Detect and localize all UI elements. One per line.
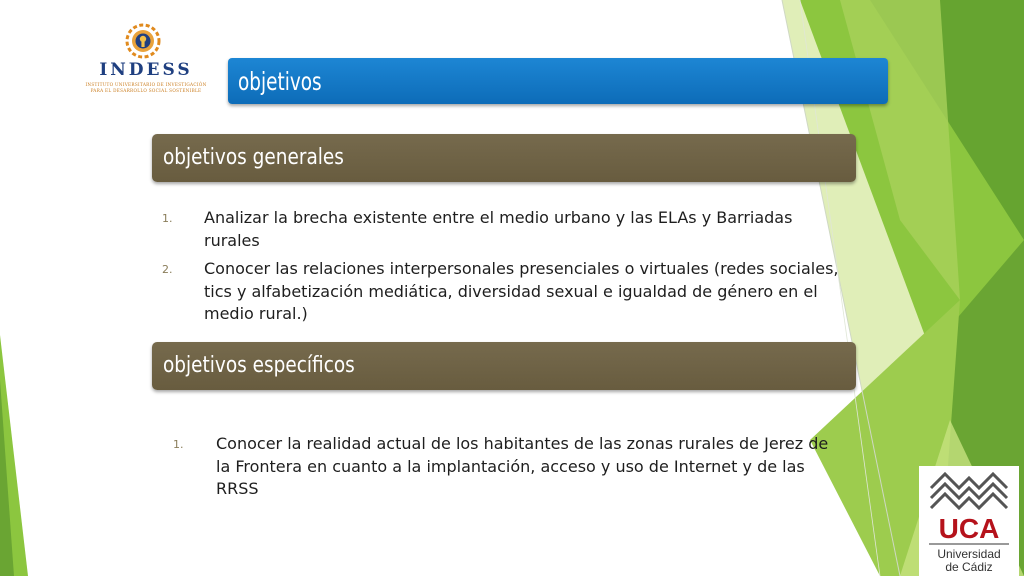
uca-logo xyxy=(919,466,1019,576)
list-item-text: Analizar la brecha existente entre el medio urbano y las ELAs y Barriadas rurales xyxy=(204,208,793,250)
list-item xyxy=(173,433,833,501)
list-item-number: 1. xyxy=(162,212,173,225)
indess-subtitle-line1: INSTITUTO UNIVERSITARIO DE INVESTIGACIÓN xyxy=(85,82,207,87)
section-general-header xyxy=(152,134,856,182)
specific-objectives-list xyxy=(173,433,833,501)
general-objectives-list xyxy=(162,207,852,326)
list-item xyxy=(162,258,852,326)
list-item-number: 2. xyxy=(162,263,173,276)
uca-line1: Universidad xyxy=(937,547,1001,561)
list-item-text: Conocer las relaciones interpersonales presenciales o virtuales (redes sociales, tics y alfabetización mediática, diversidad sexual e igualdad de género en el medio rural.) xyxy=(204,259,839,323)
indess-logo-name: INDESS xyxy=(99,60,193,80)
indess-subtitle-line2: PARA EL DESARROLLO SOCIAL SOSTENIBLE xyxy=(90,88,202,93)
title-bar xyxy=(228,58,888,104)
uca-line2: de Cádiz xyxy=(945,560,993,574)
list-item-text: Conocer la realidad actual de los habitantes de las zonas rurales de Jerez de la Frontera en cuanto a la implantación, acceso y uso de Internet y de las RRSS xyxy=(216,434,829,498)
section-specific-title: objetivos específicos xyxy=(163,353,355,378)
uca-emblem-icon xyxy=(919,466,1019,576)
section-specific-header xyxy=(152,342,856,390)
list-item-number: 1. xyxy=(173,438,184,451)
uca-initials: UCA xyxy=(938,513,1000,544)
indess-logo xyxy=(84,22,208,100)
indess-logo-subtitle xyxy=(84,82,208,94)
list-item xyxy=(162,207,852,252)
indess-emblem-icon xyxy=(124,22,162,60)
section-general-title: objetivos generales xyxy=(163,145,344,170)
slide-title: objetivos xyxy=(238,67,322,96)
